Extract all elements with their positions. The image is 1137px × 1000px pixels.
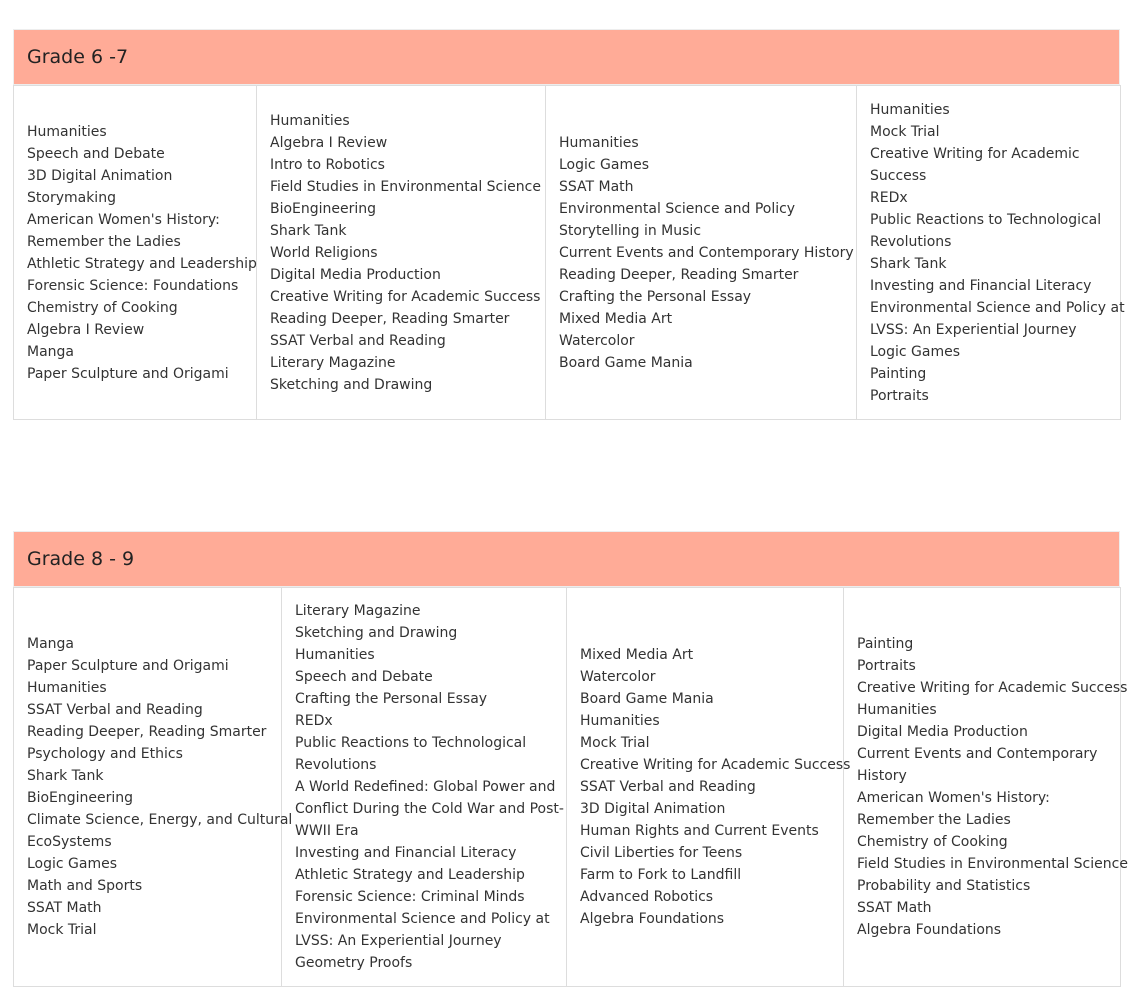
course-item: Math and Sports <box>27 878 143 894</box>
course-item: American Women's History: <box>27 211 220 228</box>
course-item: Investing and Financial Literacy <box>870 277 1092 294</box>
course-item: EcoSystems <box>27 834 112 850</box>
course-item: Algebra Foundations <box>857 922 1002 938</box>
course-item: Public Reactions to Technological <box>295 735 527 751</box>
course-item: Environmental Science and Policy at <box>870 299 1125 316</box>
course-item: Advanced Robotics <box>580 889 714 905</box>
course-item: WWII Era <box>295 823 359 839</box>
course-item: Shark Tank <box>27 768 104 784</box>
course-item: Humanities <box>295 647 375 663</box>
course-item: Forensic Science: Foundations <box>27 277 239 294</box>
grade-8-9-section <box>13 531 1128 987</box>
course-item: Geometry Proofs <box>295 955 413 971</box>
course-item: Paper Sculpture and Origami <box>27 365 229 382</box>
course-item: Investing and Financial Literacy <box>295 845 517 861</box>
course-item: Creative Writing for Academic <box>870 145 1080 162</box>
course-item: Speech and Debate <box>295 669 433 685</box>
section-header: Grade 8 - 9 <box>13 531 1120 587</box>
course-item: Climate Science, Energy, and Cultural <box>27 812 293 828</box>
course-item: Humanities <box>27 123 107 140</box>
course-item: SSAT Math <box>559 178 634 195</box>
course-item: Crafting the Personal Essay <box>559 288 752 305</box>
course-item: Chemistry of Cooking <box>27 299 178 316</box>
course-item: Painting <box>870 365 927 382</box>
course-item: REDx <box>870 189 908 206</box>
course-item: LVSS: An Experiential Journey <box>870 321 1077 338</box>
course-item: Storytelling in Music <box>559 222 702 239</box>
course-item: Manga <box>27 636 74 652</box>
course-item: Chemistry of Cooking <box>857 834 1008 850</box>
course-item: Algebra Foundations <box>580 911 725 927</box>
course-item: Logic Games <box>870 343 961 360</box>
course-item: Manga <box>27 343 74 360</box>
course-item: BioEngineering <box>27 790 134 806</box>
course-item: Creative Writing for Academic Success <box>270 288 541 305</box>
course-item: Psychology and Ethics <box>27 746 183 762</box>
course-item: Logic Games <box>27 856 118 872</box>
course-item: Revolutions <box>295 757 377 773</box>
course-item: Athletic Strategy and Leadership <box>295 867 525 883</box>
course-item: Field Studies in Environmental Science <box>270 178 541 195</box>
course-item: Literary Magazine <box>295 603 421 619</box>
course-item: Mock Trial <box>870 123 940 140</box>
course-item: REDx <box>295 713 333 729</box>
course-column <box>257 86 546 420</box>
course-column <box>844 588 1128 987</box>
course-item: Probability and Statistics <box>857 878 1031 894</box>
course-item: Reading Deeper, Reading Smarter <box>559 266 799 283</box>
course-item: Speech and Debate <box>27 145 165 162</box>
course-item: SSAT Verbal and Reading <box>580 779 756 795</box>
course-item: LVSS: An Experiential Journey <box>295 933 502 949</box>
course-item: A World Redefined: Global Power and <box>295 779 556 795</box>
course-item: American Women's History: <box>857 790 1050 806</box>
course-item: Crafting the Personal Essay <box>295 691 488 707</box>
course-item: Algebra I Review <box>27 321 145 338</box>
course-item: Digital Media Production <box>857 724 1028 740</box>
course-item: Board Game Mania <box>559 354 693 371</box>
course-table <box>13 587 1128 987</box>
section-header: Grade 6 -7 <box>13 29 1120 85</box>
course-column <box>546 86 857 420</box>
course-item: Current Events and Contemporary History <box>559 244 854 261</box>
course-item: Shark Tank <box>870 255 947 272</box>
course-column <box>282 588 567 987</box>
course-item: Environmental Science and Policy <box>559 200 796 217</box>
course-item: Humanities <box>559 134 639 151</box>
course-item: Humanities <box>580 713 660 729</box>
course-item: History <box>857 768 907 784</box>
course-item: 3D Digital Animation <box>580 801 726 817</box>
course-item: BioEngineering <box>270 200 377 217</box>
course-item: Portraits <box>870 387 929 404</box>
course-item: Forensic Science: Criminal Minds <box>295 889 525 905</box>
course-item: World Religions <box>270 244 378 261</box>
course-item: Digital Media Production <box>270 266 441 283</box>
course-column <box>567 588 851 987</box>
course-item: Board Game Mania <box>580 691 714 707</box>
course-item: Reading Deeper, Reading Smarter <box>27 724 267 740</box>
course-item: SSAT Math <box>857 900 932 916</box>
course-column <box>14 86 257 420</box>
course-item: Humanities <box>870 101 950 118</box>
grade-6-7-section <box>13 29 1125 420</box>
course-item: Shark Tank <box>270 222 347 239</box>
course-item: SSAT Math <box>27 900 102 916</box>
course-item: Mixed Media Art <box>559 310 673 327</box>
course-item: Conflict During the Cold War and Post- <box>295 801 564 817</box>
course-item: Humanities <box>857 702 937 718</box>
course-item: Humanities <box>27 680 107 696</box>
course-item: Human Rights and Current Events <box>580 823 819 839</box>
course-item: Farm to Fork to Landfill <box>580 867 742 883</box>
course-item: Mock Trial <box>580 735 650 751</box>
course-item: Civil Liberties for Teens <box>580 845 743 861</box>
course-item: Sketching and Drawing <box>295 625 458 641</box>
course-item: Success <box>870 167 927 184</box>
course-item: Storymaking <box>27 189 116 206</box>
course-item: Revolutions <box>870 233 952 250</box>
course-item: Reading Deeper, Reading Smarter <box>270 310 510 327</box>
course-item: SSAT Verbal and Reading <box>270 332 446 349</box>
course-item: Literary Magazine <box>270 354 396 371</box>
course-column <box>14 588 293 987</box>
course-item: Mixed Media Art <box>580 647 694 663</box>
course-item: Remember the Ladies <box>857 812 1011 828</box>
course-table <box>13 85 1125 420</box>
course-item: Logic Games <box>559 156 650 173</box>
course-item: Humanities <box>270 112 350 129</box>
course-item: Creative Writing for Academic Success <box>857 680 1128 696</box>
course-item: SSAT Verbal and Reading <box>27 702 203 718</box>
course-item: Paper Sculpture and Origami <box>27 658 229 674</box>
course-item: Watercolor <box>559 332 635 349</box>
course-item: Mock Trial <box>27 922 97 938</box>
course-item: Algebra I Review <box>270 134 388 151</box>
course-item: Creative Writing for Academic Success <box>580 757 851 773</box>
course-item: Current Events and Contemporary <box>857 746 1098 762</box>
course-item: Environmental Science and Policy at <box>295 911 550 927</box>
course-item: Field Studies in Environmental Science <box>857 856 1128 872</box>
course-item: Remember the Ladies <box>27 233 181 250</box>
course-item: Painting <box>857 636 914 652</box>
course-item: Portraits <box>857 658 916 674</box>
course-item: Sketching and Drawing <box>270 376 433 393</box>
course-item: Public Reactions to Technological <box>870 211 1102 228</box>
course-column <box>857 86 1125 420</box>
course-item: 3D Digital Animation <box>27 167 173 184</box>
course-item: Athletic Strategy and Leadership <box>27 255 257 272</box>
course-item: Intro to Robotics <box>270 156 385 173</box>
course-item: Watercolor <box>580 669 656 685</box>
